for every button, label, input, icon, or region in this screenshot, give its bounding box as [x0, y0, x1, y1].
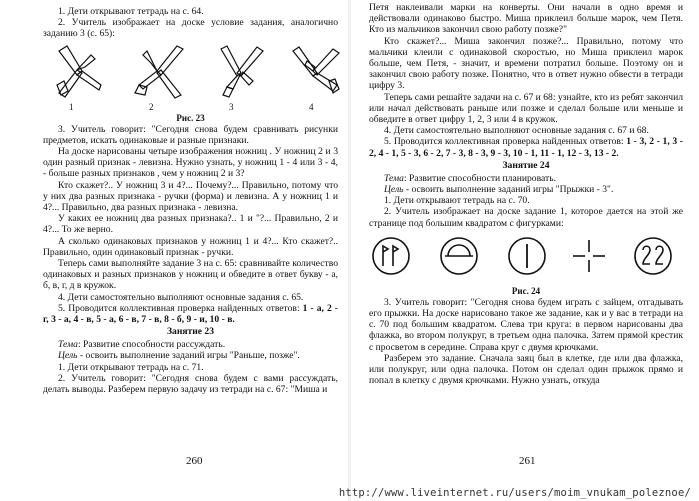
lesson-goal	[369, 184, 683, 195]
paragraph: 2. Учитель изображает на доске задание 1, которое дается на этой же странице под большим квадратом с фигурками:	[369, 206, 683, 229]
paragraph: 3. Учитель говорит: "Сегодня снова будем сравнивать рисунки предметов, искать одинаковые и разные признаки.	[43, 123, 338, 146]
paragraph: Теперь сами решайте задачи на с. 67 и 68: узнайте, кто из ребят закончил или начал действовать раньше или позже и сделал больше или меньше и обведите в ответ цифру 1, 2, 3 или 4 в кружок.	[369, 91, 683, 126]
lesson-theme	[369, 173, 683, 184]
goal-text: - освоить выполнение заданий игры "Раньше, позже".	[77, 350, 300, 362]
paragraph: 2. Учитель изображает на доске условие задания, аналогично заданию 3 (с. 65):	[43, 17, 338, 40]
paragraph: 4. Дети самостоятельно выполняют основные задания с. 65.	[58, 291, 304, 303]
scissors-2-icon	[133, 45, 188, 100]
figure-label: 4	[309, 101, 314, 112]
theme-text: : Развитие способности рассуждать.	[77, 339, 226, 351]
figure-label: 2	[149, 101, 154, 112]
figure-label: 1	[69, 101, 74, 112]
two-hooks-circle-icon	[633, 236, 673, 276]
paragraph: 1. Дети открывают тетрадь на с. 64.	[58, 6, 204, 17]
scissors-1-icon	[55, 45, 105, 100]
figure-label: 3	[229, 101, 234, 112]
paragraph: Разберем это задание. Сначала заяц был в клетке, где или два флажка, или полукруг, или одна палочка. Потом он сделал один прыжок прямо и попал в клетку с двумя крючками. Нужно узнать, откуда	[369, 352, 683, 387]
paragraph-answers	[43, 303, 338, 325]
lesson-title: Занятие 24	[502, 159, 550, 171]
paragraph: 1. Дети открывают тетрадь на с. 70.	[384, 195, 530, 207]
half-circle-icon	[439, 236, 479, 276]
paragraph: У каких ее ножниц два разных признака?.. 1 и "?... Правильно, 2 и 4?... То же верно.	[43, 213, 338, 236]
lesson-title: Занятие 23	[166, 326, 215, 338]
figure-caption: Рис. 23	[176, 112, 205, 123]
answers-list: 1 - 3, 2 - 1, 3 - 2, 4 - 1, 5 - 3, 6 - 2, 7 - 3, 8 - 3, 9 - 3, 10 - 1, 11 - 1, 12 - 3, 13 - 2.	[369, 136, 683, 159]
theme-text: : Развитие способности планировать.	[403, 172, 556, 184]
theme-label: Тема	[384, 172, 404, 184]
paragraph: 3. Учитель говорит: "Сегодня снова будем играть с зайцем, отгадывать его прыжки. На доске нарисовано такое же задание, как и у вас в тетради на с. 70 под большим квадратом. Слева три круга: в первом нарисованы два флажка, во втором полукруг, в третьем одна палочка. Затем прямой крестик с просветом в середине. Справа круг с двумя крючками.	[369, 296, 683, 353]
paragraph: На доске нарисованы четыре изображения ножниц . У ножниц 2 и 3 один разный признак - левизна. Нужно узнать, у ножниц 1 - 4 или 3 - 4, - больше разных признаков , чем у ножниц 2 и 3?	[43, 146, 338, 180]
answers-list: 1 - а, 2 - г, 3 - а, 4 - в, 5 - а, 6 - в, 7 - в, 8 - б, 9 - и, 10 - в.	[43, 302, 338, 326]
paragraph: А сколько одинаковых признаков у ножниц 1 и 4?... Кто скажет?.. Правильно, один одинаковый признак - ручки.	[43, 235, 338, 258]
goal-text: - освоить выполнение заданий игры "Прыжки - 3".	[403, 184, 614, 196]
figure-caption: Рис. 24	[511, 285, 541, 296]
theme-label: Тема	[58, 339, 78, 351]
scissors-4-icon	[289, 45, 344, 100]
paragraph: Кто скажет?.. У ножниц 3 и 4?... Почему?... Правильно, потому что у них два разных признака - ручки (форма) и левизна. А у ножниц 1 и 4?... Правильно, два разных признака - левизна.	[43, 179, 338, 214]
goal-label: Цель	[58, 350, 78, 362]
gapped-cross-icon	[569, 236, 609, 276]
lesson-goal	[43, 350, 338, 361]
figure-23-scissors	[43, 45, 338, 111]
right-page	[350, 0, 699, 501]
watermark-url: http://www.liveinternet.ru/users/moim_vnukam_poleznoe/	[338, 487, 691, 499]
answers-intro: 5. Проводится коллективная проверка найденных ответов:	[384, 136, 627, 148]
lesson-theme	[43, 339, 338, 350]
paragraph: 1. Дети открывают тетрадь на с. 71.	[58, 361, 204, 373]
paragraph: 4. Дети самостоятельно выполняют основные задания с. 67 и 68.	[384, 125, 649, 137]
paragraph-answers	[369, 136, 683, 158]
paragraph: Кто скажет?... Миша закончил позже?... Правильно, потому что мальчики клеили с одинаковой скоростью, но Миша приклеил марок больше, чем Петя, - значит, и времени потратил больше. Поэтому он и закончил свою работу позже. Понятно, что в ответ нужно обвести в тетради цифру 3.	[369, 35, 683, 92]
paragraph: Петя наклеивали марки на конверты. Они начали в одно время и действовали одинаково быстро. Миша приклеил больше марок, чем Петя. Кто из мальчиков закончил свою работу позже?"	[369, 2, 683, 36]
two-flags-circle-icon	[371, 236, 411, 276]
paragraph: 2. Учитель говорит: "Сегодня снова будем с вами рассуждать, делать выводы. Разберем первую задачу из тетради на с. 67: "Миша и	[43, 372, 338, 396]
single-stick-circle-icon	[507, 236, 547, 276]
paragraph: Теперь сами выполняйте задание 3 на с. 65: сравнивайте количество одинаковых и разных признаков у ножниц и обведите в ответ букву - а, б, в, г, д в кружок.	[43, 258, 338, 292]
answers-intro: 5. Проводится коллективная проверка найденных ответов:	[58, 302, 303, 314]
scissors-3-icon	[213, 45, 268, 100]
figure-24-symbols	[369, 234, 683, 284]
goal-label: Цель	[384, 184, 404, 196]
page-number-right: 261	[519, 455, 536, 467]
page-number-left: 260	[186, 455, 203, 467]
